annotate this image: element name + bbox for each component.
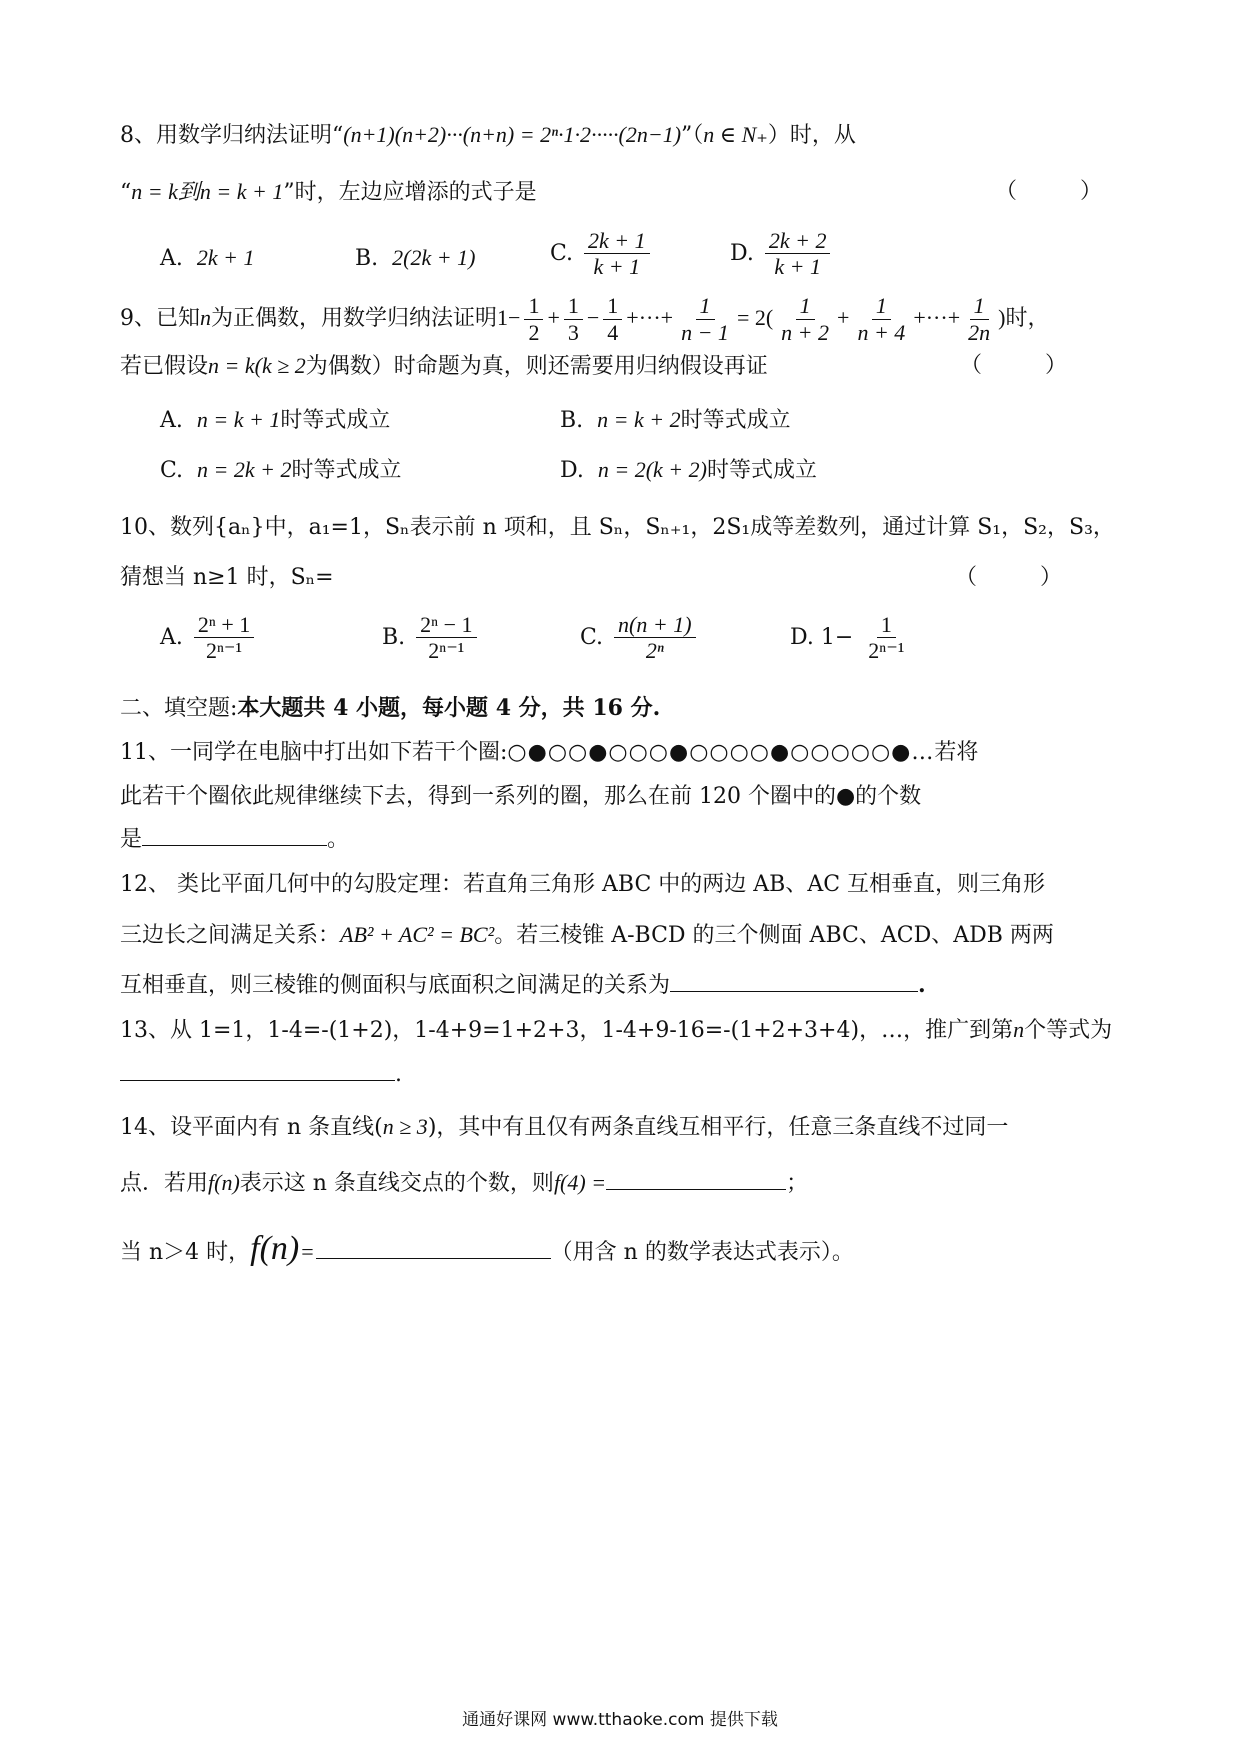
q11-answer-blank[interactable] (142, 844, 327, 846)
q10-answer-paren: （ ） (955, 565, 1090, 590)
q14-fn-large: f(n) (250, 1230, 300, 1267)
q8-option-c: C. $\frac{2k + 1}{k + 1}$ (550, 228, 654, 280)
q14-answer-blank-f4[interactable] (606, 1188, 786, 1190)
q8-line1: 8、用数学归纳法证明“(n+1)(n+2)···(n+n) = 2ⁿ·1·2·····(2n−1)”（n ∈ N₊）时，从 (120, 122, 856, 148)
q8-answer-paren: （ ） (995, 179, 1130, 204)
q14-answer-blank-fn[interactable] (316, 1257, 551, 1259)
q9-options-row2 (120, 450, 1130, 490)
q9-option-b: B. n = k + 2时等式成立 (560, 407, 791, 433)
q12-line3: 互相垂直，则三棱锥的侧面积与底面积之间满足的关系为 . (120, 972, 926, 998)
q14-line1: 14、设平面内有 n 条直线(n ≥ 3)，其中有且仅有两条直线互相平行，任意三条直线不过同一 (120, 1114, 1009, 1140)
q12-formula: AB² + AC² = BC² (340, 922, 495, 947)
q8-line2: “n = k到n = k + 1”时，左边应增添的式子是 （ ） (120, 172, 1130, 212)
q9-line1: 9、已知n为正偶数，用数学归纳法证明1− $\frac{1}{2}$ + $\frac{1}{3}$ − $\frac{1}{4}$ +···+ $\frac{1}{n - 1}$ = 2( $\frac{1}{n + 2}$ + $\frac{1}{n + 4}$ +···+ $\frac{1}{2n}$ )时， (120, 293, 1050, 345)
q8-options (120, 228, 1130, 288)
q8-option-d: D. $\frac{2k + 2}{k + 1}$ (730, 228, 834, 280)
q11-line3: 是 。 (120, 827, 350, 852)
q10-option-d: D. 1− $\frac{1}{\text{2ⁿ⁻¹}}$ (790, 612, 905, 664)
q13-line1: 13、从 1=1，1-4=-(1+2)，1-4+9=1+2+3，1-4+9-16=-(1+2+3+4)，…，推广到第n个等式为 (120, 1017, 1113, 1043)
q10-line2: 猜想当 n≥1 时，Sₙ= （ ） (120, 558, 1130, 598)
q9-option-c: C. n = 2k + 2时等式成立 (160, 457, 402, 483)
q8-formula: (n+1)(n+2)···(n+n) = 2ⁿ·1·2·····(2n−1) (343, 122, 682, 147)
q13-line2: . (120, 1055, 1130, 1095)
q12-answer-blank[interactable] (670, 990, 918, 992)
q13-answer-blank[interactable] (120, 1079, 395, 1081)
q14-line3: 当 n＞4 时，f(n)= （用含 n 的数学表达式表示）。 (120, 1230, 854, 1267)
q11-circle-sequence: ○●○○●○○○●○○○○●○○○○○●… (507, 740, 935, 765)
q9-answer-paren: （ ） (960, 353, 1095, 378)
q10-option-c: C. $\frac{n(n + 1)}{\text{2ⁿ}}$ (580, 612, 700, 664)
q9-option-d: D. n = 2(k + 2)时等式成立 (560, 457, 817, 483)
q11-line2: 此若干个圈依此规律继续下去，得到一系列的圈，那么在前 120 个圈中的●的个数 (120, 784, 922, 809)
q8-option-b: B. 2(2k + 1) (355, 245, 476, 271)
q9-line2: 若已假设n = k(k ≥ 2为偶数）时命题为真，则还需要用归纳假设再证 （ ） (120, 346, 1130, 386)
q12-line1: 12、 类比平面几何中的勾股定理：若直角三角形 ABC 中的两边 AB、AC 互相垂直，则三角形 (120, 872, 1046, 897)
page-footer: 通通好课网 www.tthaoke.com 提供下载 (462, 1710, 778, 1730)
q9-options-row1 (120, 400, 1130, 440)
q10-options (120, 612, 1130, 676)
q10-line1: 10、数列{aₙ}中，a₁=1，Sₙ表示前 n 项和，且 Sₙ，Sₙ₊₁，2S₁成等差数列，通过计算 S₁，S₂，S₃， (120, 515, 1115, 540)
section2-heading: 二、填空题:本大题共 4 小题，每小题 4 分，共 16 分. (120, 695, 661, 721)
q10-option-b: B. $\frac{\text{2ⁿ − 1}}{\text{2ⁿ⁻¹}}$ (382, 612, 481, 664)
q14-line2: 点．若用f(n)表示这 n 条直线交点的个数，则f(4) = ； (120, 1170, 809, 1196)
q10-option-a: A. $\frac{\text{2ⁿ + 1}}{\text{2ⁿ⁻¹}}$ (160, 612, 258, 664)
q8-option-a: A. 2k + 1 (160, 245, 255, 271)
q12-line2: 三边长之间满足关系：AB² + AC² = BC²。若三棱锥 A-BCD 的三个侧面 ABC、ACD、ADB 两两 (120, 922, 1054, 948)
q11-line1: 11、一同学在电脑中打出如下若干个圈:○●○○●○○○●○○○○●○○○○○●…若将 (120, 740, 979, 765)
q9-option-a: A. n = k + 1时等式成立 (160, 407, 391, 433)
